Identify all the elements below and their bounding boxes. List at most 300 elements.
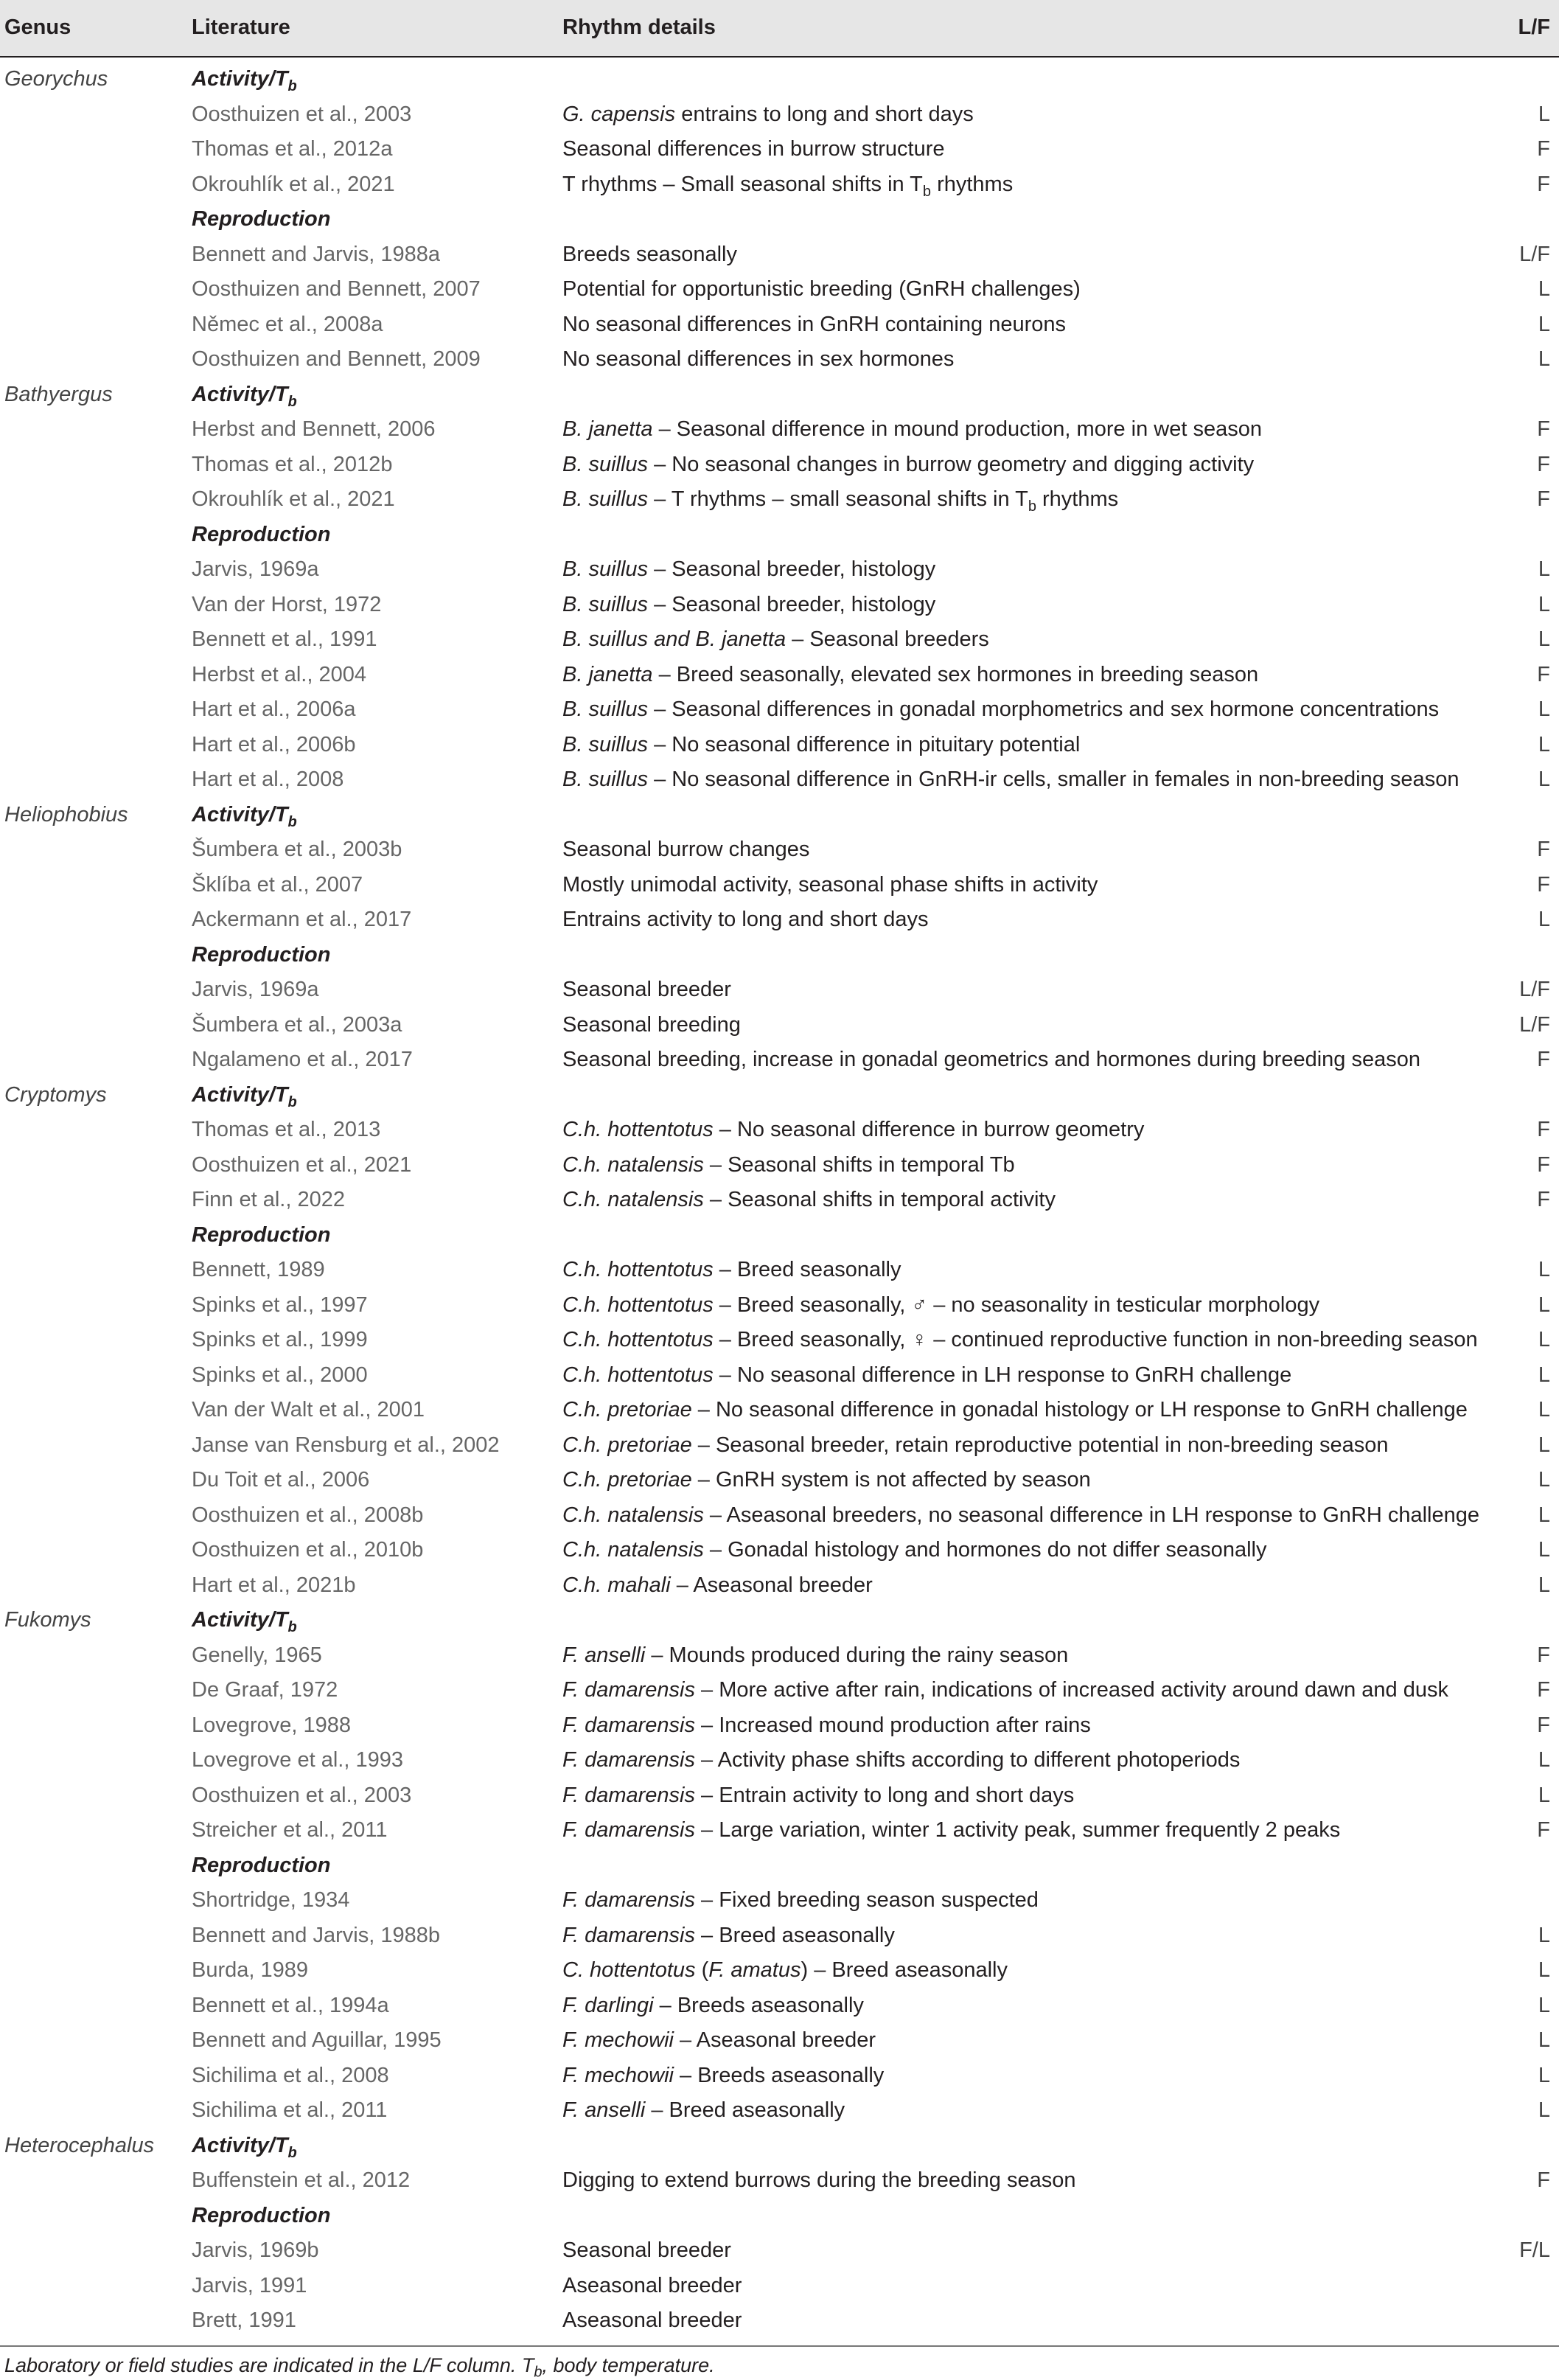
details-text: – No seasonal difference in LH response to GnRH challenge [713, 1363, 1292, 1387]
lf-cell: L [1538, 627, 1550, 651]
details-text: – Seasonal breeder, retain reproductive potential in non-breeding season [691, 1433, 1389, 1457]
literature-cell: Oosthuizen et al., 2008b [192, 1503, 424, 1527]
literature-cell: Jarvis, 1969b [192, 2238, 319, 2262]
literature-cell: Lovegrove, 1988 [192, 1713, 352, 1737]
details-text-tail: rhythms [931, 172, 1014, 196]
details-cell [562, 170, 1013, 198]
table-row [0, 1323, 1559, 1358]
species-name: F. anselli [562, 2098, 646, 2122]
section-label [192, 1606, 297, 1634]
literature-cell: Bennett et al., 1991 [192, 627, 377, 651]
lf-cell: L [1538, 1468, 1550, 1492]
lf-cell: L [1538, 2028, 1550, 2052]
details-text: – Seasonal shifts in temporal Tb [703, 1152, 1015, 1177]
table-row [0, 1428, 1559, 1464]
section-row [0, 1848, 1559, 1884]
species-name: F. mechowii [562, 2063, 674, 2087]
details-cell [562, 1326, 1478, 1354]
species-name: C.h. hottentotus [562, 1118, 714, 1141]
table-row [0, 307, 1559, 343]
species-name: F. damarensis [562, 1818, 695, 1842]
species-name: F. anselli [562, 1643, 646, 1667]
details-cell [562, 591, 935, 619]
literature-cell: Ackermann et al., 2017 [192, 908, 412, 931]
details-text: entrains to long and short days [675, 102, 974, 126]
details-text: – No seasonal difference in pituitary potential [648, 732, 1081, 756]
table-row [0, 762, 1559, 798]
details-text: – Breeds aseasonally [673, 2063, 885, 2087]
details-cell [562, 2236, 731, 2264]
literature-cell: Sichilima et al., 2011 [192, 2098, 388, 2122]
details-cell [562, 625, 989, 653]
details-text: Seasonal breeder [562, 978, 731, 1001]
lf-cell: L [1538, 2063, 1550, 2087]
literature-cell: Okrouhlík et al., 2021 [192, 487, 395, 511]
literature-cell: Jarvis, 1969a [192, 557, 319, 581]
details-text: – Gonadal histology and hormones do not differ seasonally [703, 1538, 1267, 1562]
species-name: C.h. hottentotus [562, 1258, 714, 1281]
table-row [0, 1498, 1559, 1534]
lf-cell: L [1538, 1258, 1550, 1281]
table-row [0, 1288, 1559, 1323]
details-text: Seasonal burrow changes [562, 838, 810, 861]
bottom-rule [0, 2345, 1559, 2347]
details-text: – More active after rain, indications of increased activity around dawn and dusk [695, 1678, 1448, 1702]
details-cell [562, 240, 737, 268]
details-cell [562, 1641, 1068, 1669]
table-row [0, 868, 1559, 903]
literature-cell: Jarvis, 1969a [192, 978, 319, 1001]
details-cell [562, 975, 731, 1003]
details-text: Mostly unimodal activity, seasonal phase shifts in activity [562, 872, 1098, 897]
lf-cell: L [1538, 557, 1550, 581]
literature-cell: Bennett et al., 1994a [192, 1993, 389, 2017]
details-cell [562, 1045, 1420, 1074]
table-row [0, 692, 1559, 728]
details-cell [562, 1116, 1144, 1144]
lf-cell: F [1537, 452, 1550, 476]
table-row [0, 97, 1559, 133]
table-row [0, 1673, 1559, 1708]
section-label-subscript: b [287, 1093, 297, 1110]
literature-cell: Brett, 1991 [192, 2308, 296, 2332]
literature-cell: Bennett and Jarvis, 1988b [192, 1923, 440, 1947]
table-row [0, 1043, 1559, 1078]
species-name: C.h. hottentotus [562, 1328, 714, 1351]
species-name: C.h. natalensis [562, 1188, 704, 1211]
table-row [0, 2163, 1559, 2199]
lf-cell: L [1538, 697, 1550, 721]
details-cell [562, 485, 1118, 513]
literature-cell: Janse van Rensburg et al., 2002 [192, 1433, 500, 1457]
details-text: Seasonal breeding [562, 1012, 741, 1037]
species-name: B. suillus and B. janetta [562, 627, 787, 651]
table-row [0, 1813, 1559, 1848]
section-label [192, 801, 297, 829]
details-cell [562, 555, 935, 583]
details-text: – Activity phase shifts according to different photoperiods [695, 1748, 1241, 1772]
section-label-text: Reproduction [192, 522, 331, 546]
table-row [0, 728, 1559, 763]
lf-cell: L [1538, 102, 1550, 126]
details-cell [562, 905, 928, 933]
section-label [192, 205, 331, 233]
table-row [0, 1008, 1559, 1043]
literature-cell: Hart et al., 2006b [192, 732, 356, 756]
section-label [192, 2202, 331, 2230]
species-name: B. suillus [562, 592, 649, 616]
table-row [0, 1253, 1559, 1288]
literature-cell: Oosthuizen et al., 2010b [192, 1538, 424, 1562]
lf-cell: F [1537, 1643, 1550, 1667]
lf-cell: L [1538, 1573, 1550, 1597]
details-cell [562, 1711, 1091, 1739]
details-text: No seasonal differences in GnRH containing neurons [562, 312, 1066, 336]
species-name: C.h. pretoriae [562, 1433, 692, 1457]
literature-cell: Oosthuizen et al., 2003 [192, 1783, 412, 1807]
section-label [192, 521, 331, 549]
section-label-text: Activity/T [192, 2133, 288, 2157]
literature-cell: Shortridge, 1934 [192, 1888, 350, 1912]
details-text: Breeds seasonally [562, 242, 737, 266]
lf-cell: F [1537, 1713, 1550, 1737]
table-row [0, 832, 1559, 868]
table-footnote: Laboratory or field studies are indicated in the L/F column. $T_b$, body temperature. [4, 2354, 715, 2380]
details-text: – Breeds aseasonally [653, 1993, 864, 2017]
table-row [0, 2269, 1559, 2304]
section-label-text: Reproduction [192, 1853, 331, 1877]
literature-cell: Bennett, 1989 [192, 1258, 325, 1281]
table-row [0, 1708, 1559, 1744]
details-cell [562, 871, 1098, 899]
section-label [192, 380, 297, 408]
details-cell [562, 1571, 873, 1599]
table-row [0, 1393, 1559, 1428]
literature-cell: Jarvis, 1991 [192, 2273, 307, 2297]
details-text: – Seasonal differences in gonadal morphometrics and sex hormone concentrations [648, 697, 1440, 721]
details-text: – Breed aseasonally [645, 2098, 845, 2122]
section-row [0, 938, 1559, 973]
section-label-subscript: b [287, 393, 297, 410]
literature-cell: Šklíba et al., 2007 [192, 872, 363, 897]
details-text: Aseasonal breeder [562, 2273, 742, 2297]
literature-cell: Oosthuizen and Bennett, 2009 [192, 347, 481, 371]
species-name: B. suillus [562, 732, 649, 756]
lf-cell: L [1538, 1993, 1550, 2017]
species-name: C.h. natalensis [562, 1503, 704, 1527]
lf-cell: L [1538, 592, 1550, 616]
section-label-subscript: b [287, 2144, 297, 2161]
species-name: C.h. hottentotus [562, 1363, 714, 1387]
details-text: Entrains activity to long and short days [562, 908, 929, 931]
genus-cell: Heliophobius [4, 802, 128, 827]
table-row [0, 2233, 1559, 2269]
species-name: B. suillus [562, 697, 649, 721]
table-row [0, 1743, 1559, 1778]
species-name: F. mechowii [562, 2028, 674, 2052]
details-text: – Aseasonal breeder [670, 1573, 873, 1597]
literature-cell: Šumbera et al., 2003a [192, 1012, 402, 1037]
details-cell [562, 345, 954, 373]
species-name: B. suillus [562, 768, 649, 791]
lf-cell: F/L [1519, 2238, 1550, 2262]
lf-cell: F [1537, 172, 1550, 196]
section-row [0, 518, 1559, 553]
section-label-subscript: b [287, 1618, 297, 1635]
section-label-text: Activity/T [192, 382, 288, 406]
details-cell [562, 2096, 845, 2124]
lf-cell: L [1538, 1292, 1550, 1317]
table-row [0, 588, 1559, 623]
species-name: F. amatus [708, 1958, 801, 1982]
lf-cell: L [1538, 1748, 1550, 1772]
table-row [0, 448, 1559, 483]
literature-cell: Thomas et al., 2012a [192, 137, 393, 161]
literature-cell: Buffenstein et al., 2012 [192, 2168, 411, 2192]
lf-cell: F [1537, 1818, 1550, 1842]
literature-cell: Hart et al., 2021b [192, 1573, 356, 1597]
details-cell [562, 1396, 1468, 1424]
species-name: B. suillus [562, 487, 649, 511]
table-row [0, 2059, 1559, 2094]
details-text: – T rhythms – small seasonal shifts in T [648, 487, 1028, 511]
literature-cell: Bennett and Jarvis, 1988a [192, 242, 440, 266]
details-text: – Aseasonal breeders, no seasonal difference in LH response to GnRH challenge [703, 1503, 1480, 1527]
species-name: F. damarensis [562, 1678, 695, 1702]
section-row [0, 202, 1559, 237]
species-name: B. suillus [562, 452, 649, 476]
details-cell [562, 450, 1254, 479]
section-row [0, 62, 1559, 97]
lf-cell: F [1537, 838, 1550, 861]
section-label-text: Activity/T [192, 1082, 288, 1107]
literature-cell: Němec et al., 2008a [192, 312, 383, 336]
literature-cell: Herbst et al., 2004 [192, 662, 366, 686]
lf-cell: L/F [1519, 1012, 1550, 1037]
table-row [0, 902, 1559, 938]
details-text: Seasonal breeder [562, 2238, 731, 2262]
details-text: T rhythms – Small seasonal shifts in T [562, 172, 923, 196]
literature-cell: Bennett and Aguillar, 1995 [192, 2028, 442, 2052]
lf-cell: F [1537, 487, 1550, 511]
details-cell [562, 1746, 1240, 1774]
literature-cell: Thomas et al., 2012b [192, 452, 393, 476]
details-text: – Seasonal difference in mound production, more in wet season [652, 417, 1263, 441]
details-subscript: b [922, 183, 932, 200]
lf-cell: F [1537, 1048, 1550, 1071]
details-text: – Large variation, winter 1 activity peak, summer frequently 2 peaks [695, 1818, 1341, 1842]
details-cell [562, 310, 1066, 338]
species-name: F. damarensis [562, 1923, 695, 1947]
section-label [192, 2132, 297, 2160]
details-text-tail: ) – Breed aseasonally [801, 1958, 1008, 1982]
lf-cell: L [1538, 1538, 1550, 1562]
literature-cell: Šumbera et al., 2003b [192, 838, 402, 861]
details-cell [562, 1676, 1448, 1704]
genus-cell: Fukomys [4, 1608, 91, 1632]
section-label [192, 941, 331, 969]
details-cell [562, 100, 974, 128]
details-text: – No seasonal difference in gonadal histology or LH response to GnRH challenge [691, 1398, 1468, 1422]
details-text: – Entrain activity to long and short days [695, 1783, 1075, 1807]
section-label-text: Activity/T [192, 802, 288, 827]
species-name: C.h. natalensis [562, 1538, 704, 1562]
species-name: C.h. hottentotus [562, 1292, 714, 1317]
species-name: F. damarensis [562, 1888, 695, 1912]
genus-cell: Georychus [4, 67, 108, 91]
lf-cell: L/F [1519, 242, 1550, 266]
lf-cell: L [1538, 1958, 1550, 1982]
lf-cell: F [1537, 872, 1550, 897]
table-row [0, 237, 1559, 273]
lf-cell: L/F [1519, 978, 1550, 1001]
table-row [0, 167, 1559, 203]
literature-cell: Hart et al., 2006a [192, 697, 356, 721]
lf-cell: L [1538, 1328, 1550, 1351]
header-lf: L/F [1518, 15, 1550, 39]
details-cell [562, 275, 1081, 303]
lf-cell: F [1537, 137, 1550, 161]
section-label-text: Activity/T [192, 1608, 288, 1632]
table-row [0, 1358, 1559, 1393]
table-row [0, 1533, 1559, 1568]
section-label-text: Reproduction [192, 207, 331, 231]
details-text: No seasonal differences in sex hormones [562, 347, 955, 371]
details-text: Potential for opportunistic breeding (GnRH challenges) [562, 277, 1081, 301]
species-name: C.h. natalensis [562, 1152, 704, 1177]
section-label-subscript: b [287, 77, 297, 94]
details-cell [562, 1886, 1039, 1914]
literature-cell: Streicher et al., 2011 [192, 1818, 388, 1842]
species-name: B. janetta [562, 662, 653, 686]
details-text: – No seasonal changes in burrow geometry and digging activity [648, 452, 1255, 476]
section-label-subscript: b [287, 813, 297, 830]
details-text: – Seasonal shifts in temporal activity [703, 1188, 1056, 1211]
lf-cell: L [1538, 1783, 1550, 1807]
details-cell [562, 1151, 1015, 1179]
details-cell [562, 1011, 741, 1039]
table-row [0, 2303, 1559, 2339]
section-label-text: Activity/T [192, 67, 288, 91]
literature-cell: Oosthuizen et al., 2021 [192, 1152, 412, 1177]
species-name: F. damarensis [562, 1783, 695, 1807]
literature-cell: Spinks et al., 2000 [192, 1363, 368, 1387]
table-row [0, 1183, 1559, 1218]
table-row [0, 552, 1559, 588]
details-text: – Breed seasonally, ♂ – no seasonality in testicular morphology [713, 1292, 1320, 1317]
section-row [0, 798, 1559, 833]
details-text: Seasonal differences in burrow structure [562, 137, 945, 161]
table-row [0, 1113, 1559, 1148]
lf-cell: F [1537, 2168, 1550, 2192]
table-row [0, 482, 1559, 518]
lf-cell: L [1538, 908, 1550, 931]
lf-cell: L [1538, 768, 1550, 791]
table-row [0, 1988, 1559, 2024]
details-cell [562, 1291, 1319, 1319]
species-name: F. darlingi [562, 1993, 654, 2017]
literature-cell: Lovegrove et al., 1993 [192, 1748, 403, 1772]
literature-cell: Spinks et al., 1999 [192, 1328, 368, 1351]
details-text-tail: rhythms [1036, 487, 1119, 511]
details-text: – Mounds produced during the rainy season [645, 1643, 1069, 1667]
details-text: – Breed seasonally [713, 1258, 901, 1281]
literature-cell: Sichilima et al., 2008 [192, 2063, 389, 2087]
genus-cell: Bathyergus [4, 382, 113, 406]
details-cell [562, 1256, 901, 1284]
lf-cell: F [1537, 1152, 1550, 1177]
details-text: Seasonal breeding, increase in gonadal geometrics and hormones during breeding season [562, 1048, 1420, 1071]
details-cell [562, 661, 1258, 689]
section-row [0, 1218, 1559, 1253]
literature-cell: Oosthuizen and Bennett, 2007 [192, 277, 481, 301]
lf-cell: L [1538, 732, 1550, 756]
section-label-text: Reproduction [192, 2203, 331, 2227]
table-header [0, 0, 1559, 56]
lf-cell: L [1538, 1363, 1550, 1387]
details-cell [562, 835, 809, 863]
header-literature: Literature [192, 15, 290, 39]
section-label [192, 1221, 331, 1249]
details-text: Digging to extend burrows during the breeding season [562, 2168, 1076, 2192]
details-cell [562, 1186, 1056, 1214]
lf-cell: L [1538, 277, 1550, 301]
details-text: – Breed seasonally, ♀ – continued reproductive function in non-breeding season [713, 1328, 1478, 1351]
table-row [0, 972, 1559, 1008]
species-name: F. damarensis [562, 1748, 695, 1772]
literature-cell: Ngalameno et al., 2017 [192, 1048, 413, 1071]
literature-cell: Oosthuizen et al., 2003 [192, 102, 412, 126]
details-cell [562, 765, 1459, 793]
literature-cell: Burda, 1989 [192, 1958, 309, 1982]
details-cell [562, 2306, 742, 2334]
species-name: B. suillus [562, 557, 649, 581]
species-name: C.h. pretoriae [562, 1468, 692, 1492]
table-row [0, 2023, 1559, 2059]
details-text: – Seasonal breeder, histology [648, 557, 936, 581]
details-text: – Seasonal breeder, histology [648, 592, 936, 616]
species-name: C. hottentotus [562, 1958, 696, 1982]
details-cell [562, 2272, 742, 2300]
lf-cell: L [1538, 2098, 1550, 2122]
literature-cell: Finn et al., 2022 [192, 1188, 345, 1211]
table-row [0, 412, 1559, 448]
section-row [0, 2129, 1559, 2164]
genus-cell: Cryptomys [4, 1082, 107, 1107]
details-cell [562, 1431, 1388, 1459]
details-text: – Seasonal breeders [786, 627, 989, 651]
header-details: Rhythm details [562, 15, 716, 39]
details-text: – GnRH system is not affected by season [691, 1468, 1091, 1492]
details-cell [562, 1956, 1008, 1984]
header-rule [0, 56, 1559, 58]
lf-cell: F [1537, 662, 1550, 686]
lf-cell: L [1538, 312, 1550, 336]
lf-cell: L [1538, 347, 1550, 371]
details-cell [562, 2166, 1075, 2194]
section-label-text: Reproduction [192, 1222, 331, 1247]
details-cell [562, 2026, 876, 2054]
table-row [0, 622, 1559, 658]
section-row [0, 2199, 1559, 2234]
lf-cell: F [1537, 417, 1550, 441]
lf-cell: L [1538, 1503, 1550, 1527]
details-text: Aseasonal breeder [562, 2308, 742, 2332]
table-row [0, 1148, 1559, 1183]
table-row [0, 1638, 1559, 1674]
details-text: – Increased mound production after rains [695, 1713, 1091, 1737]
table-row [0, 132, 1559, 167]
